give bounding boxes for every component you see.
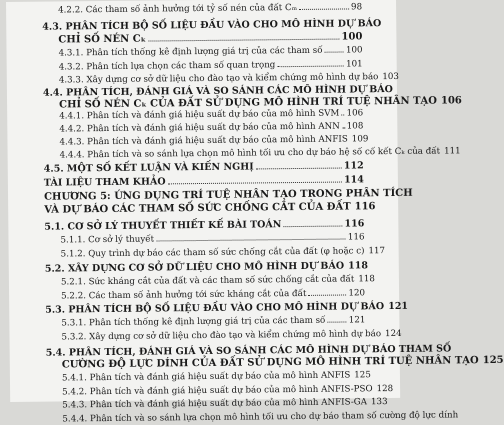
toc-entry-label: TÀI LIỆU THAM KHẢO bbox=[44, 176, 166, 188]
toc-entry bbox=[44, 188, 364, 202]
toc-entry bbox=[59, 45, 363, 58]
toc-entry-label: 4.4.2. Phân tích và đánh giá hiệu suất dự báo của mô hình ANN bbox=[59, 122, 340, 135]
toc-page-number: 106 bbox=[441, 95, 462, 106]
toc-entry-label: 5.2.2. Các tham số ảnh hưởng tới sức kháng cắt của đất bbox=[61, 289, 306, 302]
toc-entry-label: 5.1.2. Quy trình dự báo các tham số sức chống cắt của đất (φ hoặc c) bbox=[61, 246, 365, 259]
toc-page-number: 117 bbox=[368, 246, 385, 256]
toc-entry bbox=[62, 397, 366, 410]
toc-entry-label: 4.4. PHÂN TÍCH, ĐÁNH GIÁ VÀ SO SÁNH CÁC MÔ HÌNH DỰ BÁO bbox=[43, 84, 393, 99]
toc-entry bbox=[59, 72, 363, 85]
toc-page-number: 103 bbox=[382, 72, 399, 82]
toc-entry-label: 4.3.1. Phân tích thống kê định lượng giá trị của các tham số bbox=[59, 46, 323, 59]
toc-entry bbox=[44, 174, 364, 188]
toc-leader-dots bbox=[308, 289, 346, 296]
toc-entry bbox=[62, 411, 366, 424]
toc-page-number: 109 bbox=[352, 134, 369, 144]
toc-page-number: 116 bbox=[355, 201, 376, 212]
toc-entry bbox=[59, 134, 363, 147]
toc-page-number: 98 bbox=[351, 2, 362, 12]
toc-leader-dots bbox=[148, 32, 340, 42]
toc-entry-label: 5.1.1. Cơ sở lý thuyết bbox=[60, 235, 154, 246]
toc-entry bbox=[61, 329, 365, 342]
toc-entry-label: 4.3.3. Xây dựng cơ sở dữ liệu cho đào tạo và kiểm chứng mô hình dự báo bbox=[59, 72, 379, 85]
toc-entry-label: 5.4.2. Phân tích và đánh giá hiệu suất dự báo của mô hình ANFIS-PSO bbox=[62, 384, 373, 397]
toc-entry-label: CHƯƠNG 5: ỨNG DỤNG TRÍ TUỆ NHÂN TẠO TRONG PHÂN TÍCH bbox=[44, 188, 413, 203]
toc-leader-dots bbox=[283, 219, 342, 227]
book-page bbox=[6, 0, 400, 402]
toc-entry bbox=[61, 288, 365, 301]
toc-entry-label: 5.2. XÂY DỰNG CƠ SỞ DỮ LIỆU CHO MÔ HÌNH DỰ BÁO bbox=[45, 261, 344, 275]
toc-entry bbox=[45, 260, 365, 274]
toc-entry-label: 4.5. MỘT SỐ KẾT LUẬN VÀ KIẾN NGHỊ bbox=[44, 161, 254, 174]
toc-entry bbox=[61, 246, 365, 259]
toc-entry bbox=[42, 18, 362, 32]
toc-page-number: 108 bbox=[347, 121, 364, 131]
toc-page-number: 125 bbox=[354, 370, 371, 380]
toc-entry bbox=[58, 2, 362, 15]
toc-page-number: 100 bbox=[346, 45, 363, 55]
toc-entry bbox=[61, 274, 365, 287]
toc-page-number: 101 bbox=[346, 59, 363, 69]
toc-entry bbox=[62, 384, 366, 397]
toc-page-number: 121 bbox=[388, 301, 408, 312]
toc-page-number: 106 bbox=[347, 108, 364, 118]
toc-entry bbox=[60, 232, 364, 245]
toc-entry-label: 5.4.4. Phân tích và so sánh lựa chọn mô hình tối ưu cho dự báo tham số cường độ lực dính bbox=[62, 410, 458, 424]
toc-entry bbox=[44, 218, 364, 232]
toc-entry-label: CHỈ SỐ NÉN Cₖ CỦA ĐẤT SỬ DỤNG MÔ HÌNH TRÍ TUỆ NHÂN TẠO bbox=[59, 96, 437, 111]
toc-page-number: 116 bbox=[348, 232, 365, 242]
toc-entry bbox=[58, 31, 362, 45]
toc-leader-dots bbox=[168, 175, 342, 184]
toc-entry-label: VÀ DỰ BÁO CÁC THAM SỐ SỨC CHỐNG CẮT CỦA ĐẤT bbox=[44, 201, 351, 215]
toc-page-number: 124 bbox=[385, 329, 402, 339]
toc-entry-label: 5.3.1. Phân tích thống kê định lượng giá trị của các tham số bbox=[61, 316, 325, 329]
table-of-contents bbox=[6, 0, 396, 2]
toc-leader-dots bbox=[299, 3, 349, 10]
toc-leader-dots bbox=[342, 122, 345, 129]
toc-entry bbox=[62, 370, 366, 383]
toc-entry-label: 4.4.4. Phân tích và so sánh lựa chọn mô hình tối ưu cho dự báo hệ số cố kết Cₖ của đất bbox=[60, 147, 441, 161]
toc-leader-dots bbox=[327, 316, 346, 323]
toc-leader-dots bbox=[256, 161, 342, 169]
toc-entry-label: 5.4.1. Phân tích và đánh giá hiệu suất dự báo của mô hình ANFIS bbox=[62, 370, 350, 383]
toc-entry bbox=[61, 315, 365, 328]
toc-page-number: 100 bbox=[341, 31, 362, 42]
toc-leader-dots bbox=[341, 109, 344, 116]
toc-leader-dots bbox=[324, 46, 343, 53]
toc-entry bbox=[60, 147, 364, 160]
toc-page-number: 118 bbox=[358, 274, 375, 284]
toc-entry bbox=[62, 356, 366, 370]
toc-entry bbox=[59, 108, 363, 121]
toc-entry bbox=[44, 160, 364, 174]
toc-entry bbox=[45, 301, 365, 315]
toc-page-number: 133 bbox=[371, 397, 388, 407]
toc-entry-label: 5.4.3. Phân tích và đánh giá hiệu suất dự báo của mô hình ANFIS-GA bbox=[62, 397, 367, 410]
toc-page-number: 116 bbox=[344, 218, 364, 229]
toc-entry-label: 5.4. PHÂN TÍCH, ĐÁNH GIÁ VÀ SO SÁNH CÁC MÔ HÌNH DỰ BÁO THAM SỐ bbox=[46, 343, 452, 358]
toc-entry-label: CƯỜNG ĐỘ LỰC DÍNH CỦA ĐẤT SỬ DỤNG MÔ HÌNH TRÍ TUỆ NHÂN TẠO bbox=[62, 355, 479, 370]
toc-entry-label: 5.3. PHÂN TÍCH BỘ SỐ LIỆU ĐẦU VÀO CHO MÔ HÌNH DỰ BÁO bbox=[45, 301, 384, 316]
toc-page-number: 111 bbox=[444, 146, 461, 156]
toc-entry-label: 4.4.1. Phân tích và đánh giá hiệu suất dự báo của mô hình SVM bbox=[59, 109, 339, 122]
toc-entry bbox=[59, 121, 363, 134]
toc-page-number: 120 bbox=[348, 288, 365, 298]
toc-entry-label: 5.2.1. Sức kháng cắt của đất và các tham số sức chống cắt của đất bbox=[61, 274, 354, 287]
toc-entry bbox=[44, 201, 364, 215]
toc-page-number: 121 bbox=[349, 315, 366, 325]
toc-page-number: 118 bbox=[348, 260, 368, 271]
toc-leader-dots bbox=[277, 60, 344, 67]
toc-entry-label: 4.2.2. Các tham số ảnh hưởng tới tỷ số nén của đất Cₘ bbox=[58, 3, 297, 16]
toc-entry bbox=[59, 59, 363, 72]
toc-entry-label: 5.1. CƠ SỞ LÝ THUYẾT THIẾT KẾ BÀI TOÁN bbox=[44, 219, 281, 232]
toc-leader-dots bbox=[156, 233, 346, 242]
toc-entry-label: 5.3.2. Xây dựng cơ sở dữ liệu cho đào tạo và kiểm chứng mô hình dự báo bbox=[61, 329, 381, 342]
toc-page-number: 114 bbox=[344, 174, 364, 185]
toc-entry-label: 4.3. PHÂN TÍCH BỘ SỐ LIỆU ĐẦU VÀO CHO MÔ HÌNH DỰ BÁO bbox=[42, 18, 381, 33]
toc-page-number: 128 bbox=[377, 384, 394, 394]
toc-page-number: 112 bbox=[344, 160, 364, 171]
toc-page-number: 125 bbox=[483, 355, 504, 366]
toc-entry-label: CHỈ SỐ NÉN Cₖ bbox=[58, 34, 146, 46]
toc-entry-label: 4.4.3. Phân tích và đánh giá hiệu suất dự báo của mô hình ANFIS bbox=[59, 134, 347, 147]
toc-entry-label: 4.3.2. Phân tích lựa chọn các tham số quan trọng bbox=[59, 60, 276, 72]
